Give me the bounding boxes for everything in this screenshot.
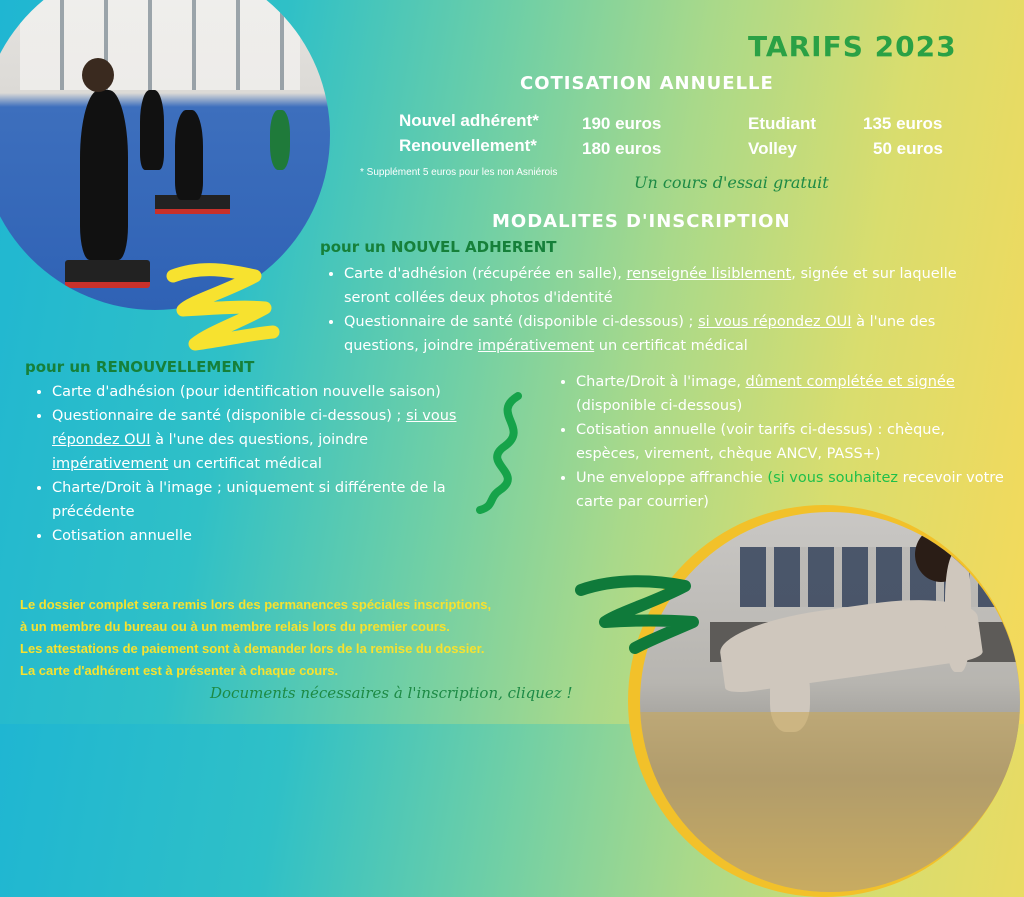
- list-item: • Cotisation annuelle: [52, 524, 472, 548]
- price-label: Volley: [748, 139, 797, 158]
- list-item: • Carte d'adhésion (récupérée en salle), renseignée lisiblement, signée et sur laquelle seront collées deux photos d'identité: [344, 262, 984, 310]
- list-item: • Charte/Droit à l'image, dûment complétée et signée (disponible ci-dessous): [576, 370, 1006, 418]
- page-title: TARIFS 2023: [748, 30, 957, 63]
- common-items-list: [554, 370, 1006, 514]
- cotisation-heading: COTISATION ANNUELLE: [520, 73, 774, 94]
- list-item: • Une enveloppe affranchie (si vous souhaitez recevoir votre carte par courrier): [576, 466, 1006, 514]
- free-trial-text: Un cours d'essai gratuit: [634, 173, 829, 192]
- supplement-note: * Supplément 5 euros pour les non Asniérois: [360, 167, 558, 178]
- green-squiggle-icon: [470, 388, 540, 518]
- price-value: 135 euros: [863, 114, 943, 133]
- price-label: Renouvellement*: [399, 136, 537, 155]
- renewal-title: pour un RENOUVELLEMENT: [25, 358, 255, 376]
- documents-link[interactable]: Documents nécessaires à l'inscription, cliquez !: [210, 684, 573, 702]
- price-value: 180 euros: [582, 139, 662, 158]
- modalites-heading: MODALITES D'INSCRIPTION: [492, 211, 791, 232]
- list-item: • Carte d'adhésion (pour identification nouvelle saison): [52, 380, 472, 404]
- gym-class-photo: [640, 512, 1020, 892]
- price-value: 190 euros: [582, 114, 662, 133]
- price-label: Nouvel adhérent*: [399, 111, 539, 130]
- price-label: Etudiant: [748, 114, 816, 133]
- dossier-info: Le dossier complet sera remis lors des permanences spéciales inscriptions, à un membre du bureau ou à un membre relais lors du premier cours. Les attestations de paiement sont à demander lors de la remise du dossier. La carte d'adhérent est à présenter à chaque cours.: [20, 597, 492, 678]
- new-member-list: [322, 262, 984, 358]
- list-item: • Questionnaire de santé (disponible ci-dessous) ; si vous répondez OUI à l'une des questions, joindre impérativement un certificat médical: [344, 310, 984, 358]
- list-item: • Cotisation annuelle (voir tarifs ci-dessus) : chèque, espèces, virement, chèque ANCV, PASS+): [576, 418, 1006, 466]
- price-value: 50 euros: [873, 139, 943, 158]
- list-item: • Questionnaire de santé (disponible ci-dessous) ; si vous répondez OUI à l'une des questions, joindre impérativement un certificat médical: [52, 404, 472, 476]
- new-member-title: pour un NOUVEL ADHERENT: [320, 238, 557, 256]
- yellow-squiggle-icon: [165, 262, 280, 352]
- list-item: • Charte/Droit à l'image ; uniquement si différente de la précédente: [52, 476, 472, 524]
- renewal-list: [30, 380, 472, 548]
